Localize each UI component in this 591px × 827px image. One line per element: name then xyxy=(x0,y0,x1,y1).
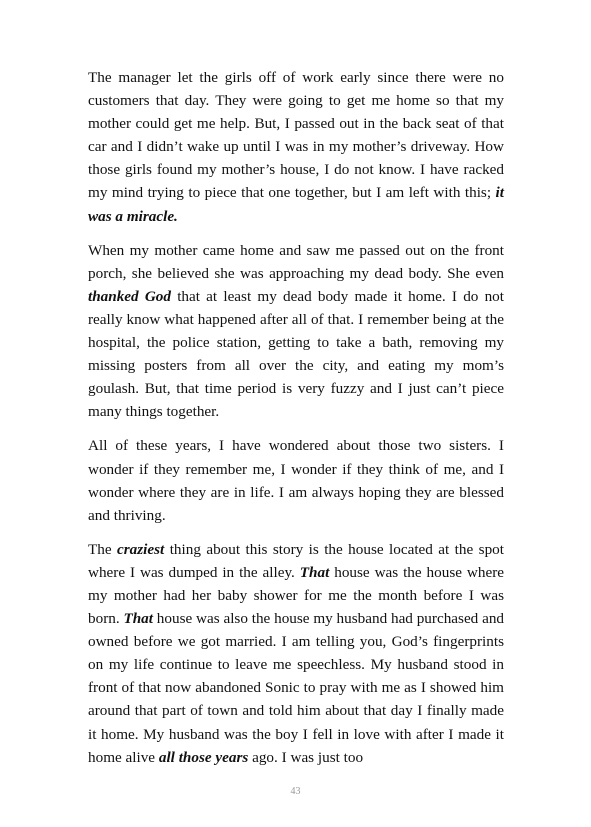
text-run: house was the house where my mother had her baby shower for me the month before I was born. xyxy=(88,563,504,628)
text-run: that at least my dead body made it home. I do not really know what happened after all of that. I remember being at the hospital, the police station, getting to take a bath, removing my missing posters from all over the city, and eating my mom’s goulash. But, that time period is very fuzzy and I just can’t piece many things together. xyxy=(88,287,504,421)
text-run: house was also the house my husband had purchased and owned before we got married. I am telling you, God’s fingerprints on my life continue to leave me speechless. My husband stood in front of that now abandoned Sonic to pray with me as I showed him around that part of town and told him about that day I finally made it home. My husband was the boy I fell in love with after I made it home alive xyxy=(88,610,505,766)
text-run: ago. I was just too xyxy=(248,748,364,766)
text-run: The xyxy=(88,540,118,558)
text-run: The manager let the girls off of work early since there were no customers that day. They were going to get me home so that my mother could get me help. But, I passed out in the back seat of that car and I didn’t wake up until I was in my mother’s driveway. How those girls found my mother’s house, I do not know. I have racked my mind trying to piece that one together, but I am left with this; xyxy=(88,69,504,202)
emphasis-miracle: it was a miracle. xyxy=(88,184,504,225)
paragraph-4 xyxy=(88,538,504,769)
text-run: All of these years, I have wondered about those two sisters. I wonder if they remember me, I wonder if they think of me, and I wonder where they are in life. I am always hoping they are blessed and thriving. xyxy=(88,437,504,524)
emphasis-thanked-god: thanked God xyxy=(88,287,171,305)
body-text xyxy=(88,66,504,769)
page-number: 43 xyxy=(290,786,301,797)
text-run: thing about this story is the house located at the spot where I was dumped in the alley. xyxy=(88,540,504,581)
emphasis-that: That xyxy=(123,610,153,628)
text-run: When my mother came home and saw me passed out on the front porch, she believed she was approaching my dead body. She even xyxy=(88,241,504,282)
paragraph-3 xyxy=(88,434,504,526)
paragraph-2 xyxy=(88,239,504,424)
emphasis-that: That xyxy=(299,563,330,581)
emphasis-all-those-years: all those years xyxy=(158,748,249,766)
paragraph-1 xyxy=(88,66,504,228)
emphasis-craziest: craziest xyxy=(117,540,165,558)
